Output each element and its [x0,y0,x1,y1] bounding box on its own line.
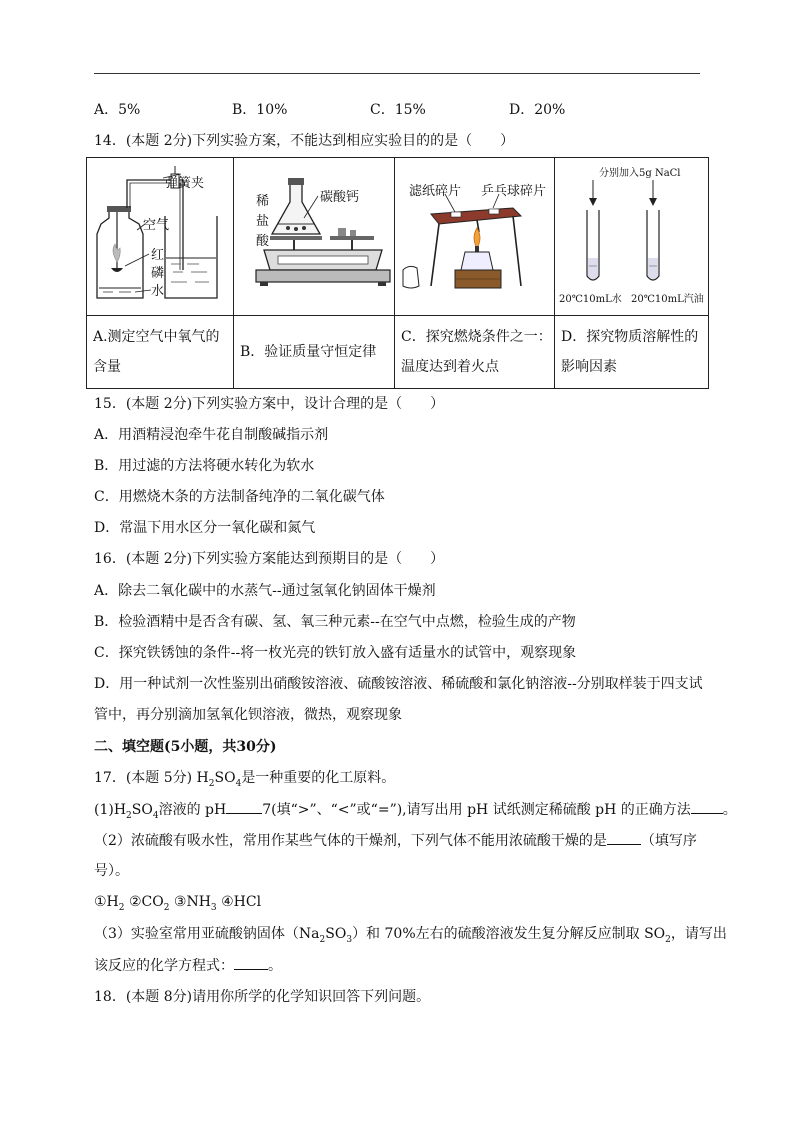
q17-stem-part: 17．(本题 5分) H [94,770,209,786]
q17-part3 [94,924,727,950]
q17-p3-text: 该反应的化学方程式： [94,958,234,974]
q17-part3-continued [94,955,282,976]
q14-caption-d [555,316,709,389]
q17-part2 [94,830,697,851]
q14-caption-c [395,316,555,389]
q13-option-a: A．5% [94,102,141,118]
q14-figure-b [234,158,394,315]
q15-option-d: D．常温下用水区分一氧化碳和氮气 [94,520,316,536]
q17-p1-text: SO [131,802,153,818]
section-2-title: 二、填空题(5小题，共30分) [94,739,277,755]
label-add-nacl: 分别加入5g NaCl [599,168,681,179]
gas-item: ③NH [169,894,211,910]
subscript: 3 [346,934,353,945]
caption-c-line2: 温度达到着火点 [401,359,499,375]
q14-table [86,157,709,389]
caption-a-line2: 含量 [93,359,121,375]
q17-p2-text: （填写序 [640,833,697,849]
q17-stem [94,768,395,794]
q17-p1-text: 溶液的 pH [158,802,227,818]
q17-p1-text: 。 [722,802,737,818]
label-hydrochloric: 盐 [256,214,270,229]
label-air: 空气 [143,218,170,233]
header-rule [94,73,700,74]
q17-p3-text: 。 [268,958,282,974]
q14-figure-c [395,158,554,315]
q17-p3-text: ）和 70%左右的硫酸溶液发生复分解反应制取 SO [352,926,666,942]
q17-gas-list [94,892,261,918]
subscript: 2 [126,810,132,821]
gas-item: ②CO [124,894,164,910]
answer-blank[interactable] [234,955,268,970]
label-red: 红 [151,248,165,263]
q17-p1-text: 7(填“>”、“<”或“=”),请写出用 pH 试纸测定稀硫酸 pH 的正确方法 [262,802,691,818]
subscript: 4 [235,778,242,789]
label-pingpong-fragments: 乒乓球碎片 [481,184,547,199]
q17-p1-text: (1)H [94,802,127,818]
q15-option-a: A．用酒精浸泡牵牛花自制酸碱指示剂 [94,427,329,443]
q15-option-c: C．用燃烧木条的方法制备纯净的二氧化碳气体 [94,489,385,505]
q14-stem: 14．(本题 2分)下列实验方案，不能达到相应实验目的的是（ ） [94,133,515,149]
q18-stem: 18．(本题 8分)请用你所学的化学知识回答下列问题。 [94,989,431,1005]
caption-d-line1: D．探究物质溶解性的 [561,329,699,345]
q13-option-c: C．15% [370,102,426,118]
q14-figure-a-cell [87,158,234,316]
q16-option-d-continued: 管中，再分别滴加氢氧化钡溶液，微热，观察现象 [94,707,402,723]
caption-c-line1: C．探究燃烧条件之一： [401,329,552,345]
q17-p2-text: （2）浓硫酸有吸水性，常用作某些气体的干燥剂，下列气体不能用浓硫酸干燥的是 [94,833,607,849]
label-calcium-carbonate: 碳酸钙 [320,190,360,205]
q13-option-b: B．10% [232,102,288,118]
q14-caption-a [87,316,234,389]
label-gasoline-20c: 20℃10mL汽油 [631,294,704,305]
q16-stem: 16．(本题 2分)下列实验方案能达到预期目的是（ ） [94,551,445,567]
q16-option-c: C．探究铁锈蚀的条件--将一枚光亮的铁钉放入盛有适量水的试管中，观察现象 [94,645,577,661]
answer-blank[interactable] [607,830,641,845]
label-water-20c: 20℃10mL水 [559,294,622,305]
q14-figure-d [555,158,708,315]
q14-figure-b-cell [234,158,395,316]
q17-p3-text: ，请写出 [670,926,727,942]
subscript: 2 [665,934,671,945]
subscript: 4 [152,810,159,821]
label-filter-paper: 滤纸碎片 [409,184,462,199]
gas-item: ④HCl [216,894,262,910]
q16-option-d: D．用一种试剂一次性鉴别出硝酸铵溶液、硫酸铵溶液、稀硫酸和氯化钠溶液--分别取样装于四支试 [94,676,703,692]
q14-figure-d-cell [555,158,709,316]
q15-stem: 15．(本题 2分)下列实验方案中，设计合理的是（ ） [94,396,445,412]
q17-stem-part: SO [214,770,236,786]
q16-option-b: B．检验酒精中是否含有碳、氢、氧三种元素--在空气中点燃，检验生成的产物 [94,614,576,630]
q14-caption-b [234,316,395,389]
q14-figure-a [87,158,233,315]
q14-figure-c-cell [395,158,555,316]
q16-option-a: A．除去二氧化碳中的水蒸气--通过氢氧化钠固体干燥剂 [94,583,436,599]
caption-a-line1: A.测定空气中氧气的 [93,329,220,345]
subscript: 2 [319,934,326,945]
q17-part1 [94,799,737,826]
q15-option-b: B．用过滤的方法将硬水转化为软水 [94,458,315,474]
q17-part2-continued: 号）。 [94,863,129,879]
gas-item: ①H [94,894,119,910]
label-dilute: 稀 [256,194,270,209]
subscript: 2 [163,902,170,913]
answer-blank[interactable] [226,799,262,814]
answer-blank[interactable] [691,799,723,814]
subscript: 2 [118,902,125,913]
caption-b-line1: B．验证质量守恒定律 [240,344,377,360]
label-water: 水 [151,284,165,299]
subscript: 2 [208,778,215,789]
caption-d-line2: 影响因素 [561,359,617,375]
label-spring-clip: 弹簧夹 [165,176,205,191]
q17-p3-text: （3）实验室常用亚硫酸钠固体（Na [94,926,320,942]
label-phosphorus: 磷 [151,266,165,281]
label-acid: 酸 [256,234,270,249]
subscript: 3 [210,902,217,913]
q17-p3-text: SO [325,926,347,942]
q13-option-d: D．20% [509,102,566,118]
q17-stem-part: 是一种重要的化工原料。 [241,770,396,786]
